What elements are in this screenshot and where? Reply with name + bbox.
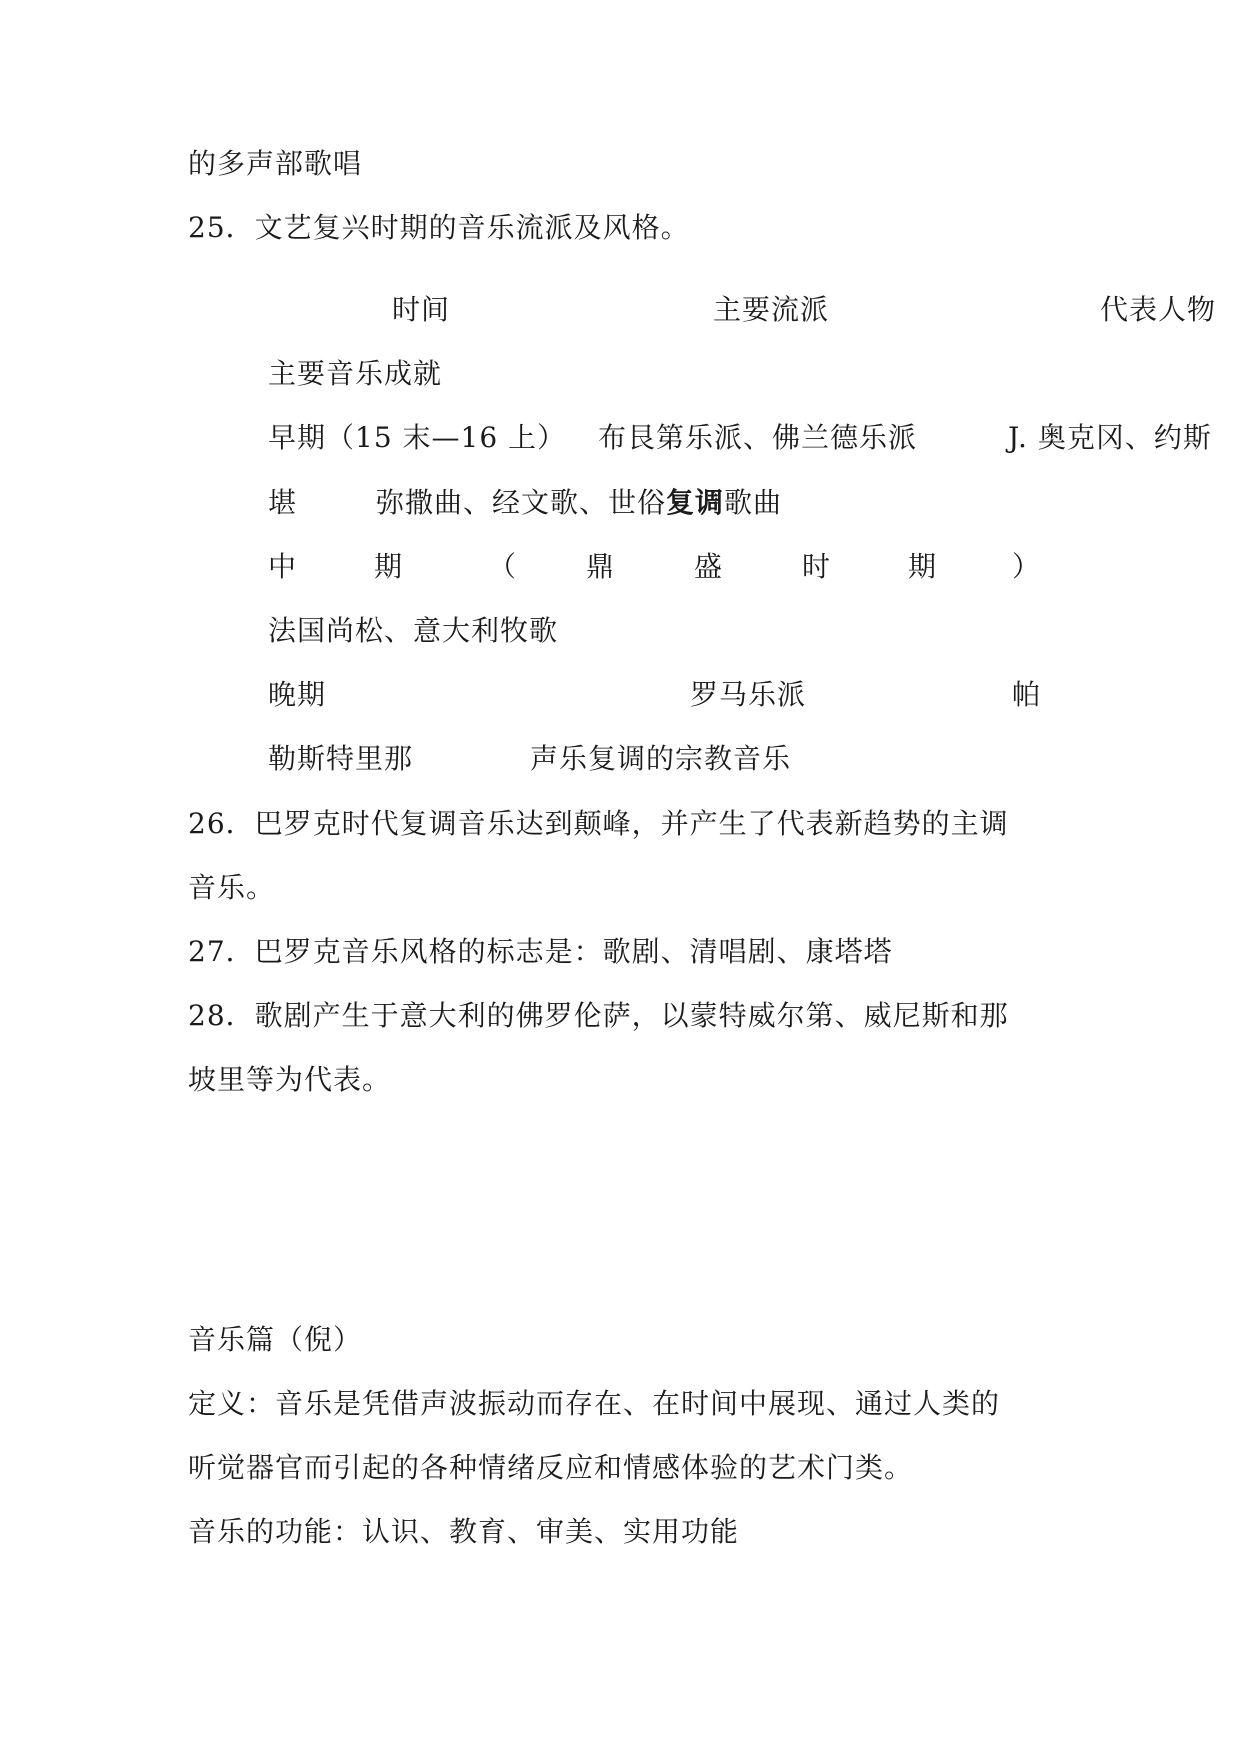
early-person-cont: 堪 bbox=[268, 486, 298, 519]
item-28-cont: 坡里等为代表。 bbox=[188, 1063, 392, 1096]
achievement-text: 弥撒曲、经文歌、世俗 bbox=[376, 486, 667, 519]
late-achievement: 声乐复调的宗教音乐 bbox=[530, 742, 792, 775]
late-person: 帕 bbox=[1012, 678, 1042, 711]
late-time: 晚期 bbox=[268, 678, 327, 711]
middle-char: 时 bbox=[802, 550, 832, 583]
music-functions: 音乐的功能：认识、教育、审美、实用功能 bbox=[188, 1515, 740, 1548]
definition-cont: 听觉器官而引起的各种情绪反应和情感体验的艺术门类。 bbox=[188, 1451, 914, 1484]
middle-char: 期 bbox=[908, 550, 938, 583]
definition: 定义：音乐是凭借声波振动而存在、在时间中展现、通过人类的 bbox=[188, 1387, 1001, 1420]
middle-school: 法国尚松、意大利牧歌 bbox=[268, 614, 559, 647]
item-26: 26．巴罗克时代复调音乐达到颠峰，并产生了代表新趋势的主调 bbox=[188, 807, 1009, 840]
text-line: 的多声部歌唱 bbox=[188, 147, 363, 180]
table-header-person: 代表人物 bbox=[1100, 293, 1217, 326]
early-person: J. 奥克冈、约斯 bbox=[1008, 421, 1212, 454]
middle-char: （ bbox=[488, 550, 518, 583]
achievement-bold-text: 复调 bbox=[666, 486, 725, 519]
middle-char: 中 bbox=[268, 550, 298, 583]
late-person-cont: 勒斯特里那 bbox=[268, 742, 414, 775]
middle-char: 盛 bbox=[694, 550, 724, 583]
item-26-cont: 音乐。 bbox=[188, 871, 276, 904]
early-achievement bbox=[376, 485, 782, 521]
late-school: 罗马乐派 bbox=[690, 678, 807, 711]
early-school: 布艮第乐派、佛兰德乐派 bbox=[598, 421, 918, 454]
table-header-time: 时间 bbox=[392, 293, 451, 326]
item-28: 28．歌剧产生于意大利的佛罗伦萨，以蒙特威尔第、威尼斯和那 bbox=[188, 999, 1009, 1032]
item-27: 27．巴罗克音乐风格的标志是：歌剧、清唱剧、康塔塔 bbox=[188, 935, 893, 968]
item-25-heading: 25．文艺复兴时期的音乐流派及风格。 bbox=[188, 211, 690, 244]
table-header-school: 主要流派 bbox=[713, 293, 830, 326]
early-time: 早期（15 末—16 上） bbox=[268, 421, 567, 454]
middle-char: 鼎 bbox=[586, 550, 616, 583]
middle-char: ） bbox=[1012, 550, 1042, 583]
section-title: 音乐篇（倪） bbox=[188, 1323, 363, 1356]
middle-char: 期 bbox=[374, 550, 404, 583]
achievement-text-end: 歌曲 bbox=[724, 486, 783, 519]
table-header-achievement: 主要音乐成就 bbox=[268, 357, 443, 390]
